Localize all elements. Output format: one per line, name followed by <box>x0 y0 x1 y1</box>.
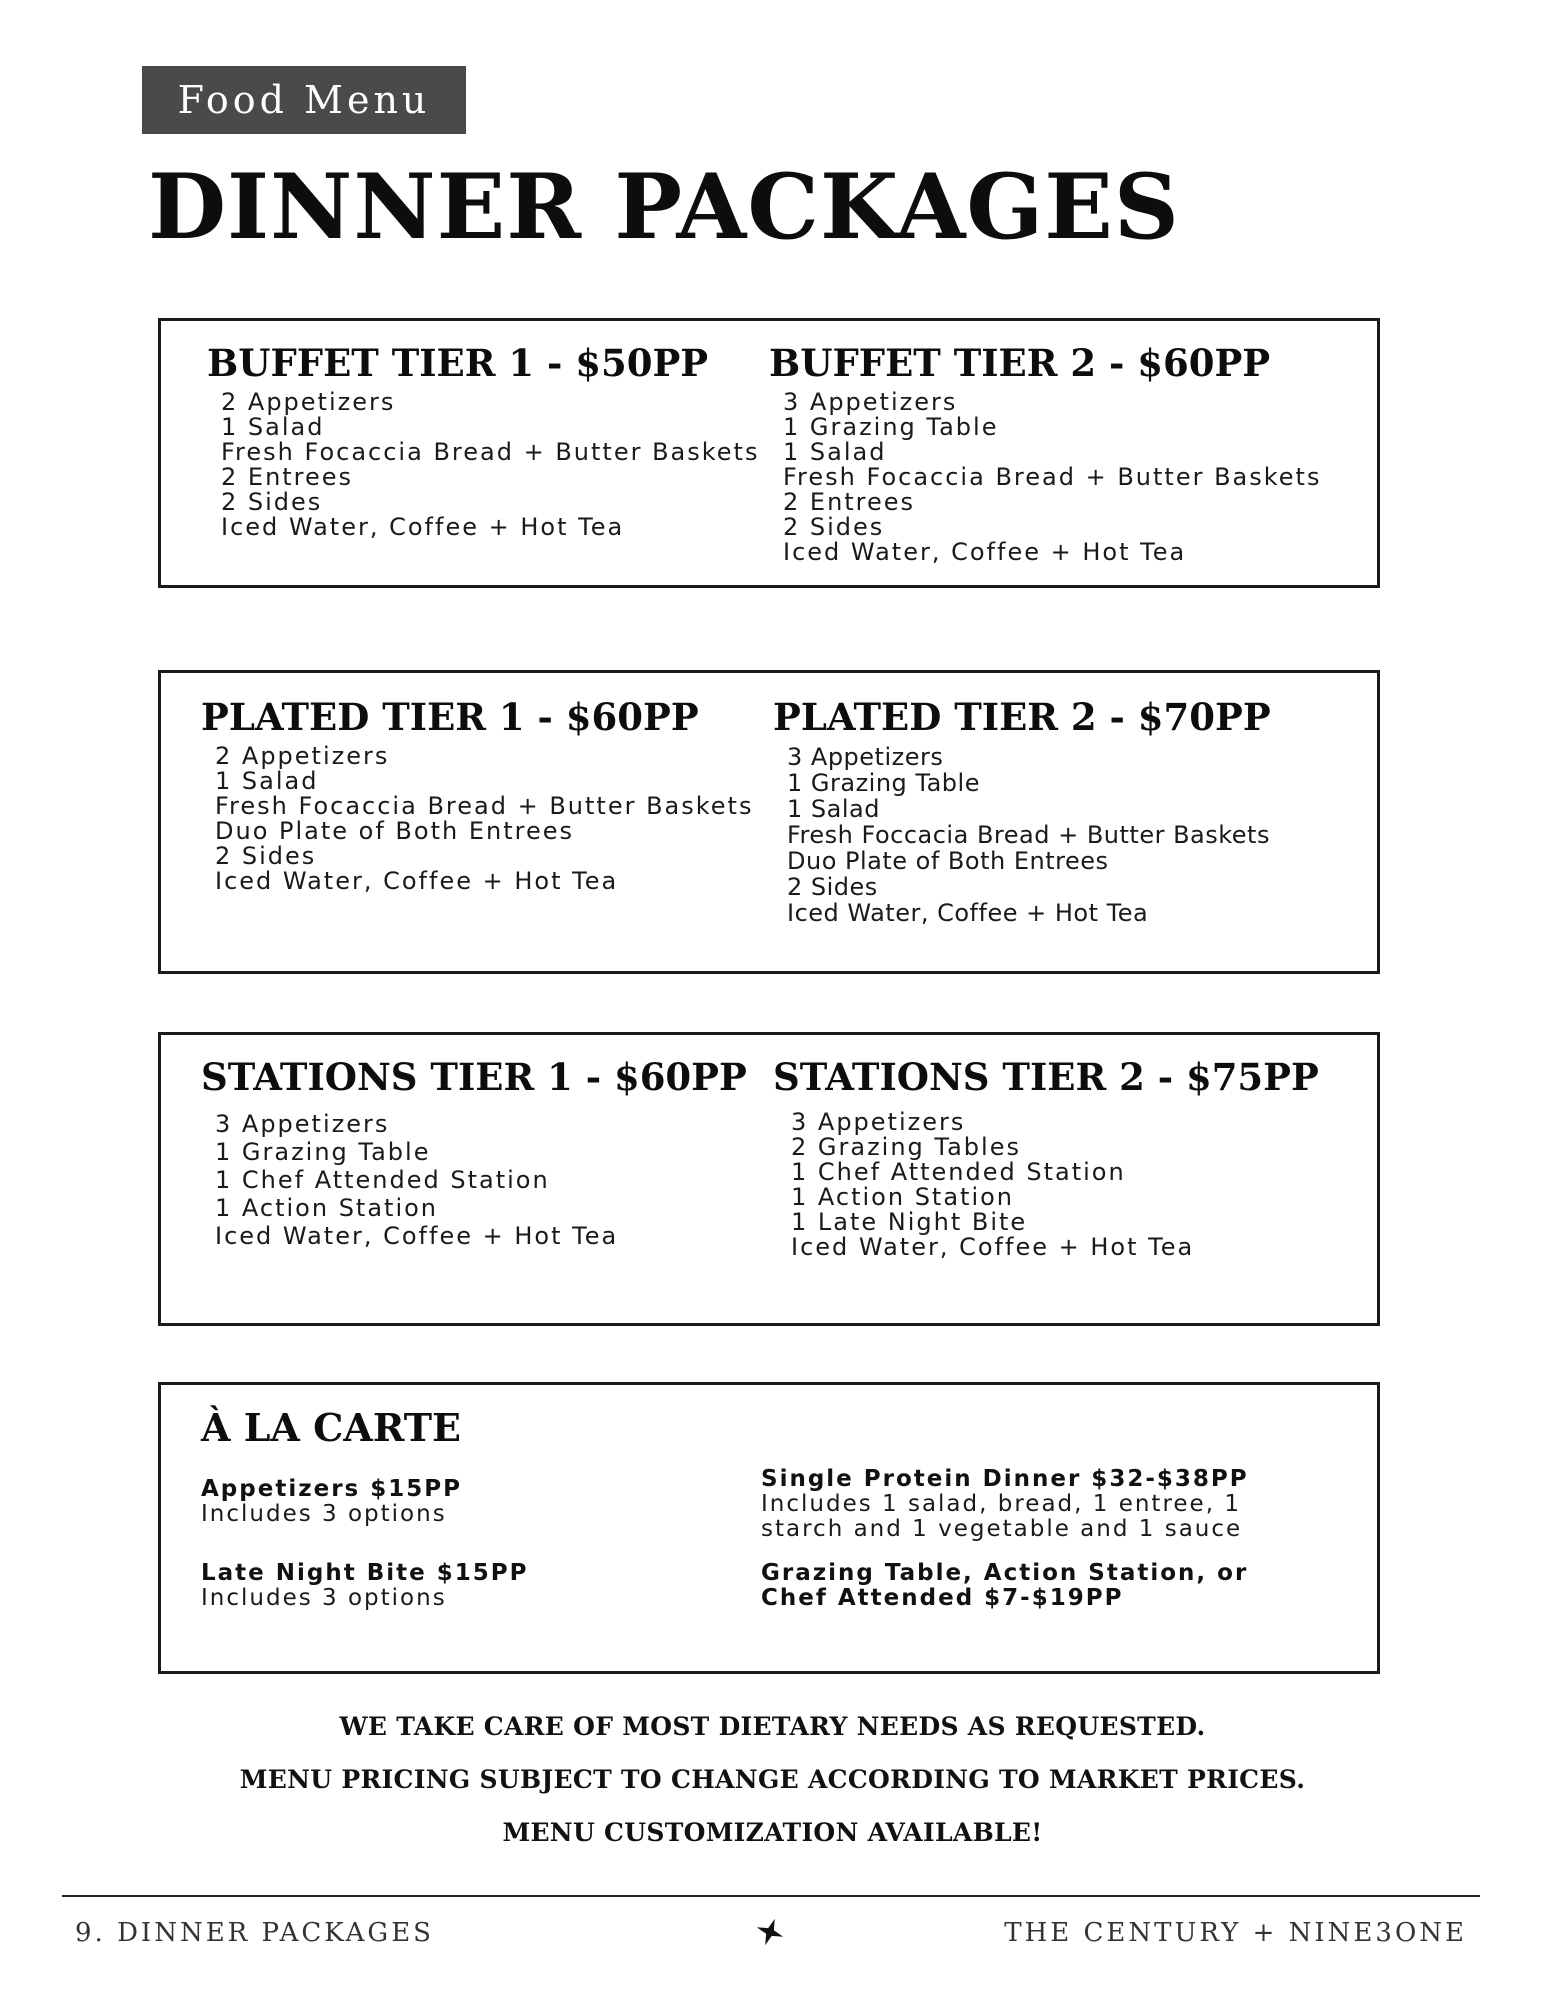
buffet-tier-1-title: BUFFET TIER 1 - $50PP <box>207 341 709 385</box>
item-name: Chef Attended $7-$19PP <box>761 1585 1124 1611</box>
list-item: 2 Sides <box>783 512 885 541</box>
footer-page-label: 9. DINNER PACKAGES <box>75 1918 434 1948</box>
list-item: 3 Appetizers <box>215 1109 390 1138</box>
menu-notes <box>0 1700 1545 1859</box>
list-item: 1 Salad <box>783 437 887 466</box>
note-pricing: MENU PRICING SUBJECT TO CHANGE ACCORDING TO MARKET PRICES. <box>239 1765 1306 1794</box>
a-la-carte-title: À LA CARTE <box>201 1405 462 1450</box>
a-la-carte-grazing <box>761 1561 1248 1611</box>
plated-tier-1-title: PLATED TIER 1 - $60PP <box>201 695 699 739</box>
plated-tier-2 <box>773 697 1271 926</box>
list-item: 3 Appetizers <box>791 1107 966 1136</box>
stations-tier-1 <box>201 1057 747 1250</box>
item-desc: Includes 3 options <box>201 1585 447 1611</box>
list-item: Fresh Focaccia Bread + Butter Baskets <box>783 462 1322 491</box>
list-item: 2 Sides <box>221 487 323 516</box>
list-item: 1 Grazing Table <box>787 768 980 797</box>
list-item: Fresh Focaccia Bread + Butter Baskets <box>221 437 760 466</box>
stations-tier-2 <box>773 1057 1319 1260</box>
list-item: 1 Chef Attended Station <box>791 1157 1126 1186</box>
a-la-carte-late-night <box>201 1561 529 1611</box>
list-item: 2 Grazing Tables <box>791 1132 1021 1161</box>
list-item: 1 Grazing Table <box>215 1137 431 1166</box>
list-item: 1 Salad <box>215 766 319 795</box>
list-item: 1 Salad <box>787 794 880 823</box>
list-item: 2 Entrees <box>221 462 354 491</box>
section-tag: Food Menu <box>142 66 466 134</box>
list-item: Iced Water, Coffee + Hot Tea <box>215 1221 619 1250</box>
a-la-carte-single-protein <box>761 1467 1249 1542</box>
list-item: 2 Sides <box>787 872 878 901</box>
plated-tier-2-title: PLATED TIER 2 - $70PP <box>773 695 1271 739</box>
list-item: Fresh Foccacia Bread + Butter Baskets <box>787 820 1270 849</box>
buffet-tier-1 <box>207 343 759 540</box>
list-item: 3 Appetizers <box>787 742 944 771</box>
item-name: Grazing Table, Action Station, or <box>761 1560 1249 1586</box>
item-desc: starch and 1 vegetable and 1 sauce <box>761 1516 1243 1542</box>
item-name: Appetizers $15PP <box>201 1476 462 1502</box>
buffet-packages-box <box>158 318 1380 588</box>
list-item: Iced Water, Coffee + Hot Tea <box>783 537 1187 566</box>
list-item: 1 Action Station <box>215 1193 439 1222</box>
a-la-carte-appetizers <box>201 1477 462 1527</box>
item-desc: Includes 1 salad, bread, 1 entree, 1 <box>761 1491 1241 1517</box>
list-item: 2 Sides <box>215 841 317 870</box>
buffet-tier-2-title: BUFFET TIER 2 - $60PP <box>769 341 1271 385</box>
list-item: 2 Appetizers <box>221 387 396 416</box>
list-item: Iced Water, Coffee + Hot Tea <box>215 866 619 895</box>
list-item: 3 Appetizers <box>783 387 958 416</box>
item-name: Late Night Bite $15PP <box>201 1560 529 1586</box>
buffet-tier-2 <box>769 343 1321 565</box>
list-item: 1 Salad <box>221 412 325 441</box>
footer-brand: THE CENTURY + NINE3ONE <box>1004 1918 1467 1948</box>
item-name: Single Protein Dinner $32-$38PP <box>761 1466 1249 1492</box>
list-item: 1 Chef Attended Station <box>215 1165 550 1194</box>
list-item: Iced Water, Coffee + Hot Tea <box>791 1232 1195 1261</box>
list-item: Fresh Focaccia Bread + Butter Baskets <box>215 791 754 820</box>
page-title: DINNER PACKAGES <box>148 154 1180 260</box>
stations-tier-1-title: STATIONS TIER 1 - $60PP <box>201 1055 747 1099</box>
stations-packages-box <box>158 1032 1380 1326</box>
list-item: 1 Action Station <box>791 1182 1015 1211</box>
footer-divider <box>62 1895 1480 1897</box>
list-item: Iced Water, Coffee + Hot Tea <box>787 898 1149 927</box>
list-item: Duo Plate of Both Entrees <box>787 846 1109 875</box>
list-item: 1 Grazing Table <box>783 412 999 441</box>
list-item: 2 Entrees <box>783 487 916 516</box>
list-item: Iced Water, Coffee + Hot Tea <box>221 512 625 541</box>
plated-tier-1 <box>201 697 753 894</box>
list-item: 1 Late Night Bite <box>791 1207 1028 1236</box>
plated-packages-box <box>158 670 1380 974</box>
a-la-carte-box <box>158 1382 1380 1674</box>
note-dietary: WE TAKE CARE OF MOST DIETARY NEEDS AS REQUESTED. <box>339 1712 1206 1741</box>
stations-tier-2-title: STATIONS TIER 2 - $75PP <box>773 1055 1319 1099</box>
four-point-star-icon <box>752 1914 788 1950</box>
list-item: 2 Appetizers <box>215 741 390 770</box>
list-item: Duo Plate of Both Entrees <box>215 816 574 845</box>
note-customization: MENU CUSTOMIZATION AVAILABLE! <box>502 1818 1043 1847</box>
item-desc: Includes 3 options <box>201 1501 447 1527</box>
